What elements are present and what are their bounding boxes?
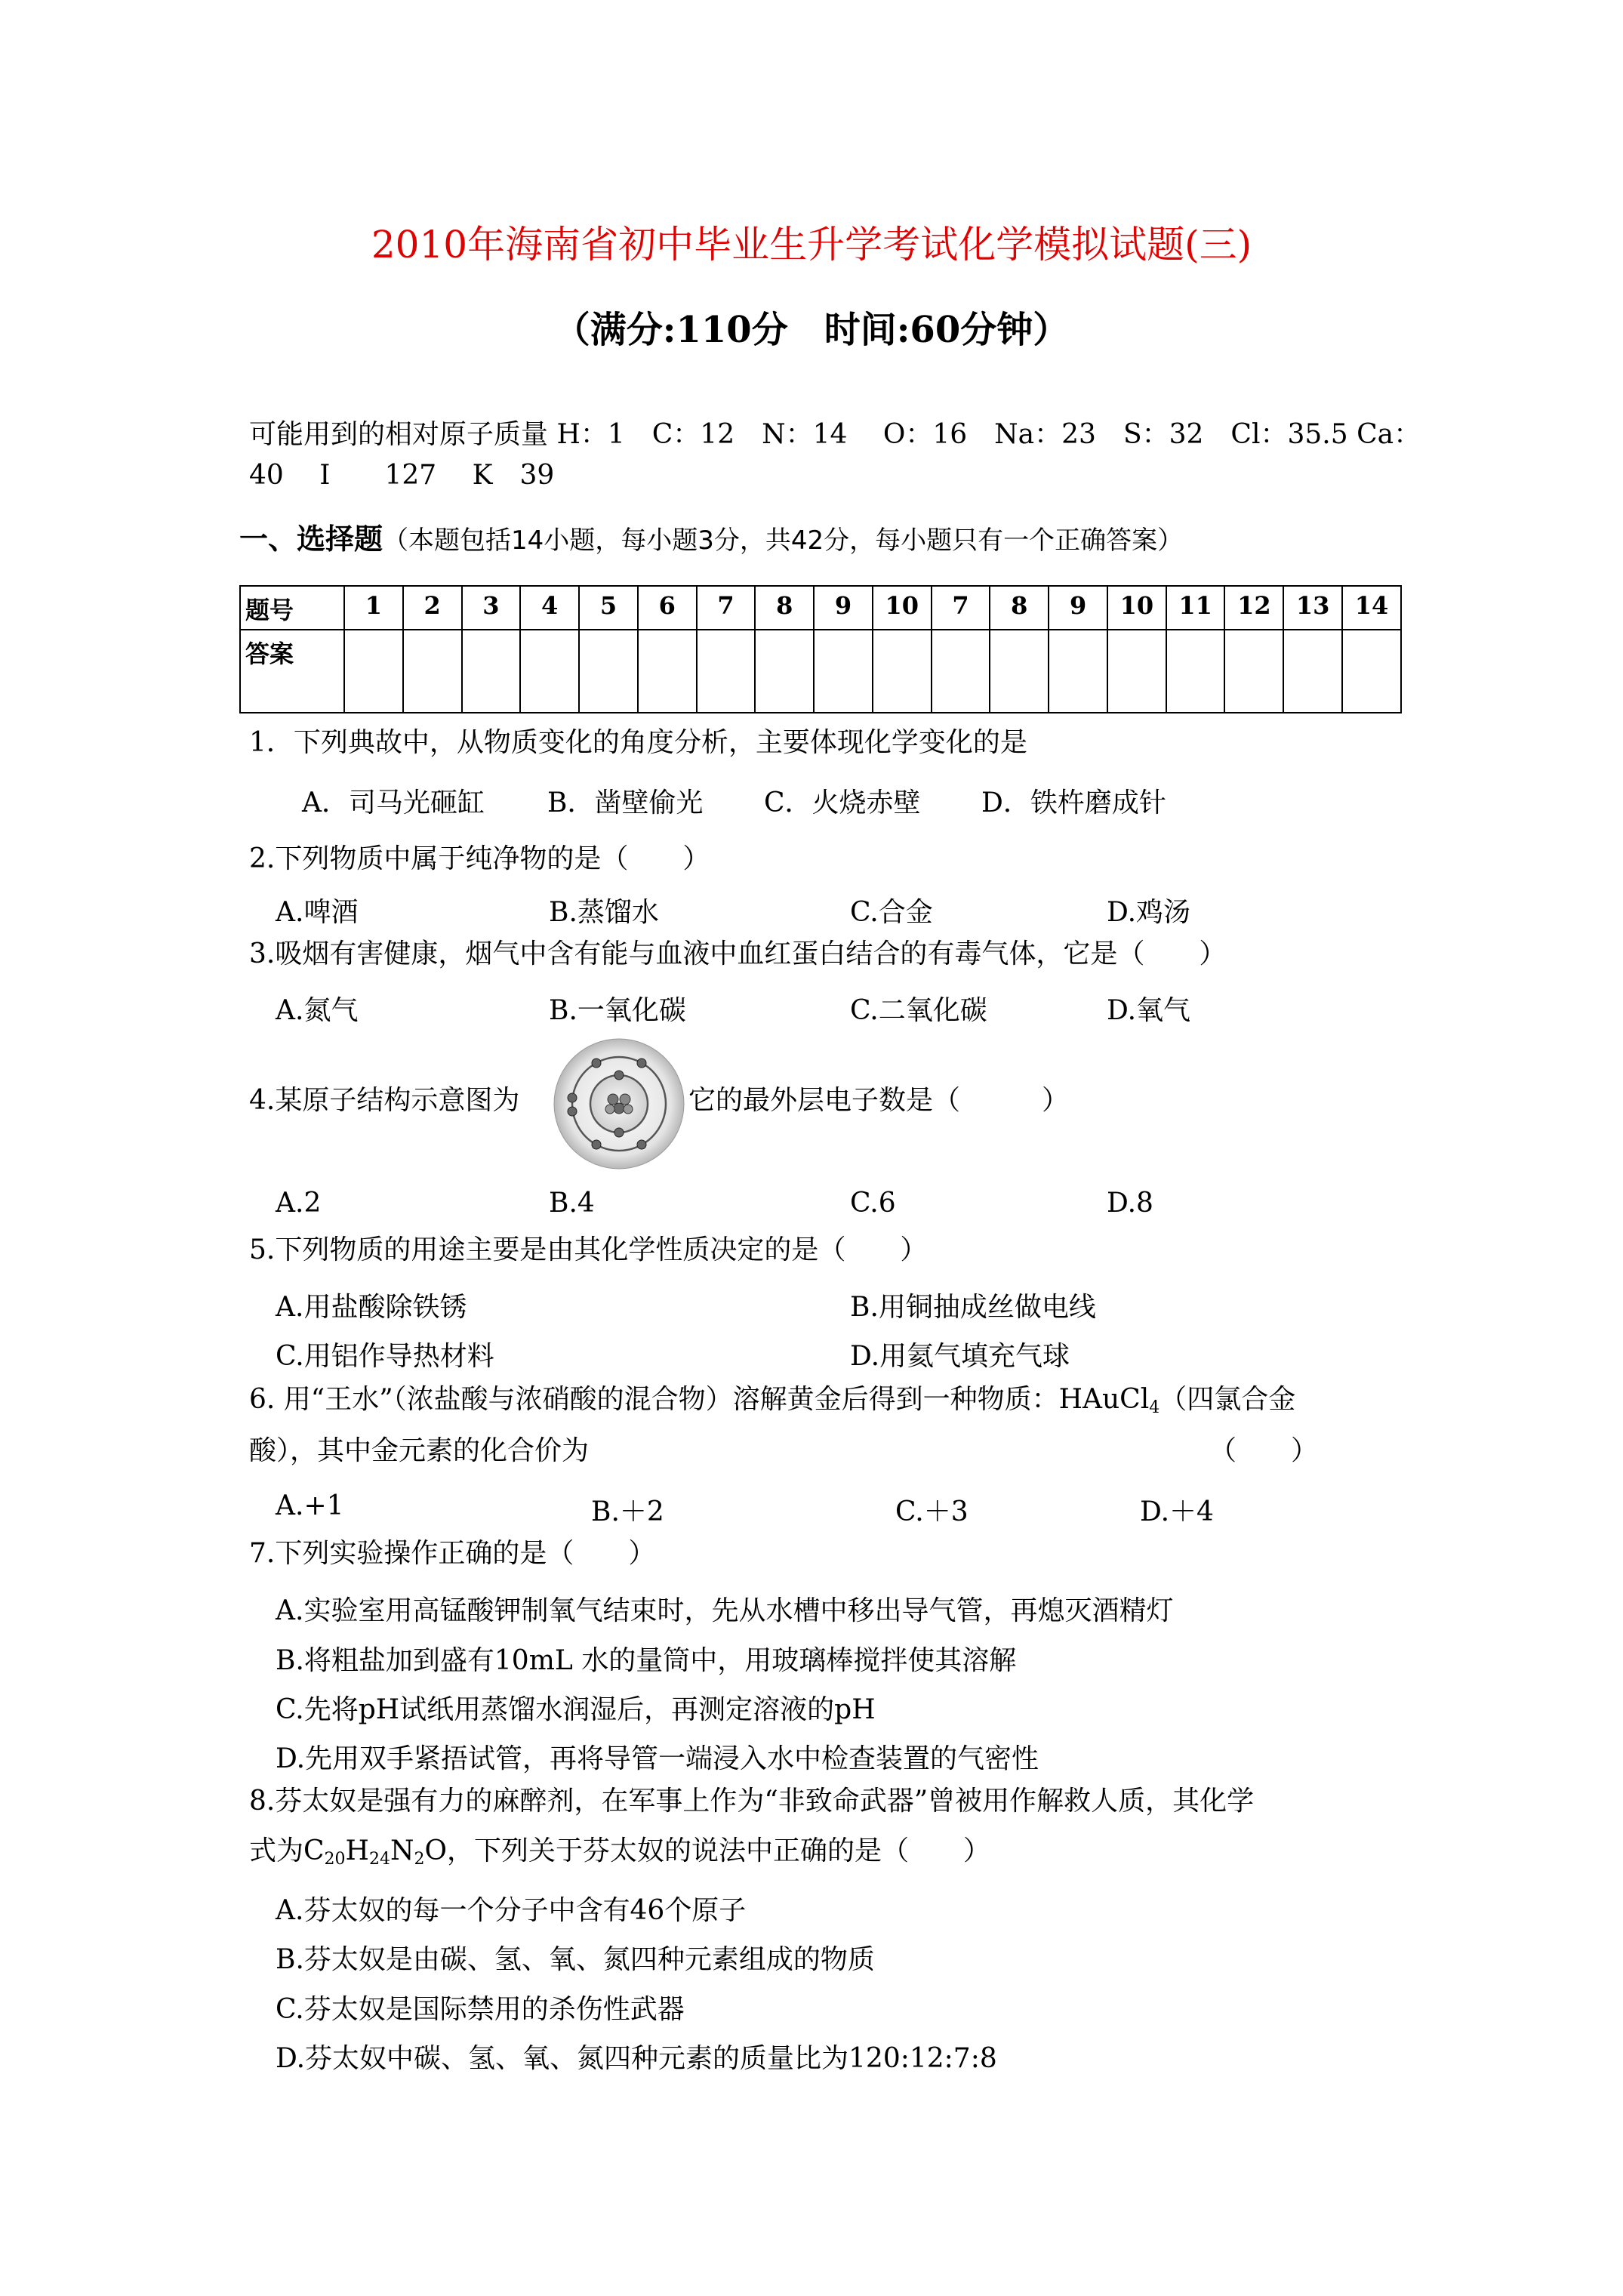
question-8-option-c: C.芬太奴是国际禁用的杀伤性武器 bbox=[276, 1994, 685, 2025]
question-8-stem-line-1: 8.芬太奴是强有力的麻醉剂，在军事上作为“非致命武器”曾被用作解救人质，其化学 bbox=[249, 1786, 1255, 1817]
question-1-option-d: D．铁杵磨成针 bbox=[981, 787, 1166, 818]
question-2-option-d: D.鸡汤 bbox=[1107, 897, 1191, 928]
question-number-cell: 10 bbox=[873, 586, 932, 630]
answer-cell[interactable] bbox=[462, 630, 521, 713]
answer-cell[interactable] bbox=[344, 630, 403, 713]
question-number-cell: 8 bbox=[990, 586, 1049, 630]
question-number-cell: 4 bbox=[520, 586, 579, 630]
question-number-cell: 2 bbox=[403, 586, 462, 630]
question-8-sub-h: 24 bbox=[368, 1850, 390, 1869]
answer-table-row-label: 答案 bbox=[240, 630, 344, 713]
question-number-cell: 9 bbox=[1049, 586, 1107, 630]
question-5-option-a: A.用盐酸除铁锈 bbox=[276, 1292, 467, 1323]
question-5-option-b: B.用铜抽成丝做电线 bbox=[850, 1292, 1096, 1323]
question-3-stem: 3.吸烟有害健康，烟气中含有能与血液中血红蛋白结合的有毒气体，它是（ ） bbox=[249, 938, 1227, 969]
question-1-stem: 1．下列典故中，从物质变化的角度分析，主要体现化学变化的是 bbox=[249, 727, 1027, 758]
question-6-option-d: D.＋4 bbox=[1140, 1496, 1214, 1527]
answer-cell[interactable] bbox=[1283, 630, 1342, 713]
question-1-option-c: C．火烧赤壁 bbox=[764, 787, 921, 818]
question-5-option-c: C.用铝作导热材料 bbox=[276, 1341, 494, 1372]
answer-table-row-label: 题号 bbox=[240, 586, 344, 630]
question-number-cell: 3 bbox=[462, 586, 521, 630]
answer-cell[interactable] bbox=[520, 630, 579, 713]
question-number-cell: 7 bbox=[697, 586, 756, 630]
question-4-stem-start: 4.某原子结构示意图为 bbox=[249, 1085, 520, 1116]
question-8-sub-n: 2 bbox=[414, 1850, 425, 1869]
exam-subtitle: （满分:110分 时间:60分钟） bbox=[553, 309, 1070, 351]
question-4-option-d: D.8 bbox=[1107, 1188, 1153, 1219]
answer-cell[interactable] bbox=[1107, 630, 1166, 713]
question-1-option-a: A．司马光砸缸 bbox=[302, 787, 485, 818]
question-5-option-d: D.用氦气填充气球 bbox=[850, 1341, 1070, 1372]
question-number-cell: 13 bbox=[1283, 586, 1342, 630]
question-2-option-c: C.合金 bbox=[850, 897, 933, 928]
question-number-cell: 9 bbox=[814, 586, 873, 630]
exam-title: 2010年海南省初中毕业生升学考试化学模拟试题(三) bbox=[371, 223, 1252, 267]
question-number-cell: 12 bbox=[1224, 586, 1283, 630]
answer-cell[interactable] bbox=[403, 630, 462, 713]
question-8-stem-line-2 bbox=[249, 1835, 990, 1869]
atomic-mass-line-2: 40 I 127 K 39 bbox=[249, 460, 555, 491]
answer-cell[interactable] bbox=[1342, 630, 1401, 713]
question-6-option-b: B.＋2 bbox=[591, 1496, 664, 1527]
question-8-option-b: B.芬太奴是由碳、氢、氧、氮四种元素组成的物质 bbox=[276, 1944, 875, 1975]
question-4-option-b: B.4 bbox=[549, 1188, 595, 1219]
atom-structure-diagram bbox=[551, 1036, 687, 1172]
question-4-option-c: C.6 bbox=[850, 1188, 896, 1219]
answer-cell[interactable] bbox=[579, 630, 638, 713]
question-6-answer-paren: （ ） bbox=[1209, 1435, 1319, 1466]
question-8-option-d: D.芬太奴中碳、氢、氧、氮四种元素的质量比为120:12:7:8 bbox=[276, 2043, 997, 2074]
question-number-cell: 10 bbox=[1107, 586, 1166, 630]
question-number-cell: 6 bbox=[638, 586, 697, 630]
question-6-option-a: A.+1 bbox=[276, 1490, 344, 1521]
question-number-cell: 7 bbox=[932, 586, 990, 630]
question-7-option-d: D.先用双手紧捂试管，再将导管一端浸入水中检查装置的气密性 bbox=[276, 1743, 1039, 1774]
answer-cell[interactable] bbox=[990, 630, 1049, 713]
question-number-cell: 8 bbox=[755, 586, 814, 630]
question-8-formula-n: N bbox=[390, 1835, 414, 1866]
question-8-formula-start: 式为C bbox=[249, 1835, 325, 1866]
answer-cell[interactable] bbox=[932, 630, 990, 713]
section-1-heading-line bbox=[239, 522, 1184, 556]
answer-table-number-row bbox=[240, 586, 1401, 630]
question-8-formula-h: H bbox=[345, 1835, 369, 1866]
answer-cell[interactable] bbox=[697, 630, 756, 713]
question-6-subscript: 4 bbox=[1149, 1398, 1160, 1417]
question-6-option-c: C.＋3 bbox=[895, 1496, 969, 1527]
question-7-option-b: B.将粗盐加到盛有10mL 水的量筒中，用玻璃棒搅拌使其溶解 bbox=[276, 1645, 1017, 1676]
question-8-sub-c: 20 bbox=[324, 1850, 346, 1869]
question-2-option-b: B.蒸馏水 bbox=[549, 897, 659, 928]
question-7-option-a: A.实验室用高锰酸钾制氧气结束时，先从水槽中移出导气管，再熄灭酒精灯 bbox=[276, 1595, 1174, 1626]
question-2-option-a: A.啤酒 bbox=[276, 897, 359, 928]
answer-cell[interactable] bbox=[1224, 630, 1283, 713]
question-3-option-a: A.氮气 bbox=[276, 995, 359, 1026]
question-number-cell: 11 bbox=[1166, 586, 1225, 630]
answer-cell[interactable] bbox=[1166, 630, 1225, 713]
question-3-option-c: C.二氧化碳 bbox=[850, 995, 987, 1026]
question-7-stem: 7.下列实验操作正确的是（ ） bbox=[249, 1538, 656, 1569]
question-1-option-b: B．凿壁偷光 bbox=[547, 787, 704, 818]
question-6-stem-a: 6. 用“王水”（浓盐酸与浓硝酸的混合物）溶解黄金后得到一种物质：HAuCl bbox=[249, 1384, 1150, 1415]
question-2-stem: 2.下列物质中属于纯净物的是（ ） bbox=[249, 843, 710, 874]
answer-cell[interactable] bbox=[755, 630, 814, 713]
question-7-option-c: C.先将pH试纸用蒸馏水润湿后，再测定溶液的pH bbox=[276, 1694, 876, 1725]
answer-table bbox=[239, 585, 1402, 713]
question-number-cell: 1 bbox=[344, 586, 403, 630]
question-3-option-d: D.氧气 bbox=[1107, 995, 1191, 1026]
atomic-mass-line-1: 可能用到的相对原子质量 H：1 C：12 N：14 O：16 Na：23 S：32 Cl：35.5 Ca： bbox=[249, 419, 1421, 450]
question-4-stem-end: 它的最外层电子数是（ ） bbox=[688, 1085, 1070, 1116]
question-number-cell: 5 bbox=[579, 586, 638, 630]
question-8-option-a: A.芬太奴的每一个分子中含有46个原子 bbox=[276, 1895, 747, 1926]
question-6-stem-line-1 bbox=[249, 1386, 1295, 1416]
answer-cell[interactable] bbox=[1049, 630, 1107, 713]
question-5-stem: 5.下列物质的用途主要是由其化学性质决定的是（ ） bbox=[249, 1234, 928, 1265]
question-8-stem-end: O，下列关于芬太奴的说法中正确的是（ ） bbox=[424, 1835, 990, 1866]
section-1-note: （本题包括14小题，每小题3分，共42分，每小题只有一个正确答案） bbox=[383, 525, 1184, 556]
answer-cell[interactable] bbox=[638, 630, 697, 713]
question-6-stem-b: （四氯合金 bbox=[1160, 1384, 1296, 1415]
section-1-heading: 一、选择题 bbox=[239, 522, 383, 556]
question-3-option-b: B.一氧化碳 bbox=[549, 995, 686, 1026]
question-number-cell: 14 bbox=[1342, 586, 1401, 630]
answer-cell[interactable] bbox=[814, 630, 873, 713]
answer-table-answer-row bbox=[240, 630, 1401, 713]
answer-cell[interactable] bbox=[873, 630, 932, 713]
question-4-option-a: A.2 bbox=[276, 1188, 322, 1219]
question-6-stem-line-2: 酸），其中金元素的化合价为 bbox=[249, 1435, 590, 1466]
